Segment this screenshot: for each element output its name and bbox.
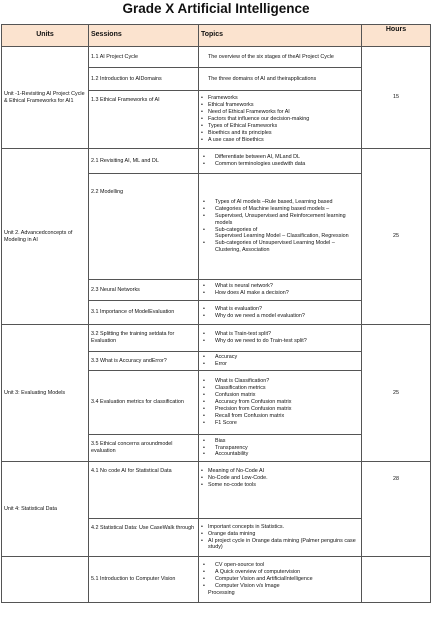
topic-item: Supervised Learning Model – Classification, Regression [215,233,349,240]
hours-cell: 25 [362,149,431,325]
topic-item: • CV open-source tool [201,562,359,569]
topic-item: • What is Classification? [201,378,359,385]
topic-item: • Ethical frameworks [201,102,359,109]
hours-cell [362,557,431,603]
topic-item: • No-Code and Low-Code. [201,475,359,482]
topic-item: • Frameworks [201,95,359,102]
topic-item: • Need of Ethical Frameworks for AI [201,109,359,116]
topic-item: • What is evaluation? [201,306,359,313]
topics-cell [199,280,362,301]
topics-cell [199,435,362,462]
header-sessions: Sessions [89,25,199,47]
topic-item: Processing [208,589,235,596]
session-cell: 2.1 Revisiting AI, ML and DL [89,149,199,174]
topics-cell [199,371,362,435]
table-row [2,325,431,352]
topic-item: • Supervised, Unsupervised and Reinforcement learning models [201,213,359,227]
session-cell: 3.3 What is Accuracy andError? [89,352,199,371]
topic-item: • Precision from Confusion matrix [201,406,359,413]
session-cell: 3.2 Splitting the training setdata for Evaluation [89,325,199,352]
topic-item: • Accountability [201,451,359,458]
topic-item: • Why do we need to do Train-test split? [201,338,359,345]
hours-cell: 25 [362,325,431,462]
topic-item: • F1 Score [201,420,359,427]
topic-item: • Transparency [201,445,359,452]
topic-item: • Computer Vision and ArtificialIntelligence [201,576,359,583]
topic-item: • Common terminologies usedwith data [201,161,359,168]
topic-item: • Types of AI models –Rule based, Learning based [201,199,359,206]
topic-item: • Differentiate between AI, MLand DL [201,154,359,161]
unit-cell [2,557,89,603]
session-cell: 2.2 Modelling [89,174,199,280]
session-cell: 2.3 Neural Networks [89,280,199,301]
hours-cell: 15 [362,47,431,149]
topic-item: • Accuracy [201,354,359,361]
session-cell: 4.2 Statistical Data: Use CaseWalk through [89,519,199,557]
topic-item: • Categories of Machine learning based models – [201,206,359,213]
topic-item: • Orange data mining [201,531,359,538]
topics-cell [199,462,362,519]
topics-cell [199,301,362,325]
session-cell: 3.1 Importance of ModelEvaluation [89,301,199,325]
topics-cell [199,352,362,371]
topic-item: • Why do we need a model evaluation? [201,313,359,320]
topic-item: • Accuracy from Confusion matrix [201,399,359,406]
unit-cell: Unit 4: Statistical Data [2,462,89,557]
topic-item: • Classification metrics [201,385,359,392]
topic-item: • AI project cycle in Orange data mining (Palmer penguins case study) [201,538,359,552]
topic-item: • Confusion matrix [201,392,359,399]
header-topics: Topics [199,25,362,47]
session-cell: 5.1 Introduction to Computer Vision [89,557,199,603]
session-cell: 1.1 AI Project Cycle [89,47,199,68]
table-row [2,47,431,68]
unit-cell: Unit 2. Advancedconcepts of Modeling in AI [2,149,89,325]
topic-item: • Bias [201,438,359,445]
session-cell: 1.3 Ethical Frameworks of AI [89,91,199,149]
topic-item: • Error [201,361,359,368]
hours-cell: 28 [362,462,431,557]
topic-item: The three domains of AI and theirapplications [208,75,317,82]
syllabus-table [1,24,431,603]
session-cell: 4.1 No code AI for Statistical Data [89,462,199,519]
topic-item: • Recall from Confusion matrix [201,413,359,420]
topics-cell [199,47,362,68]
table-row [2,462,431,519]
topic-item: • Bioethics and its principles [201,130,359,137]
topics-cell [199,557,362,603]
topic-item: • What is Train-test split? [201,331,359,338]
page-title: Grade X Artificial Intelligence [122,1,310,16]
topic-item: • Important concepts in Statistics. [201,524,359,531]
topic-item: • How does AI make a decision? [201,290,359,297]
session-cell: 1.2 Introduction to AIDomains [89,68,199,91]
table-row [2,557,431,603]
topic-item: The overview of the six stages of theAI Project Cycle [208,53,334,60]
topic-item: • A use case of Bioethics [201,137,359,144]
topic-item: • Some no-code tools [201,482,359,489]
unit-cell: Unit -1-Revisiting AI Project Cycle & Ethical Frameworks for AI1 [2,47,89,149]
topics-cell [199,91,362,149]
topic-item: • Sub-categories of Unsupervised Learning Model – Clustering, Association [201,240,359,254]
table-header-row [2,25,431,47]
header-hours: Hours [362,25,431,47]
topic-item: • Factors that influence our decision-making [201,116,359,123]
topics-cell [199,519,362,557]
topic-item: • Meaning of No-Code AI [201,468,359,475]
topic-item: • What is neural network? [201,283,359,290]
topic-item: • A Quick overview of computervision [201,569,359,576]
unit-cell: Unit 3: Evaluating Models [2,325,89,462]
topic-item: • Sub-categories of [201,227,359,234]
topics-cell [199,325,362,352]
topics-cell [199,149,362,174]
header-units: Units [2,25,89,47]
topic-item: • Computer Vision v/s Image [201,583,359,590]
session-cell: 3.4 Evaluation metrics for classification [89,371,199,435]
topics-cell [199,68,362,91]
topics-cell [199,174,362,280]
session-cell: 3.5 Ethical concerns aroundmodel evaluation [89,435,199,462]
table-row [2,149,431,174]
topic-item: • Types of Ethical Frameworks [201,123,359,130]
